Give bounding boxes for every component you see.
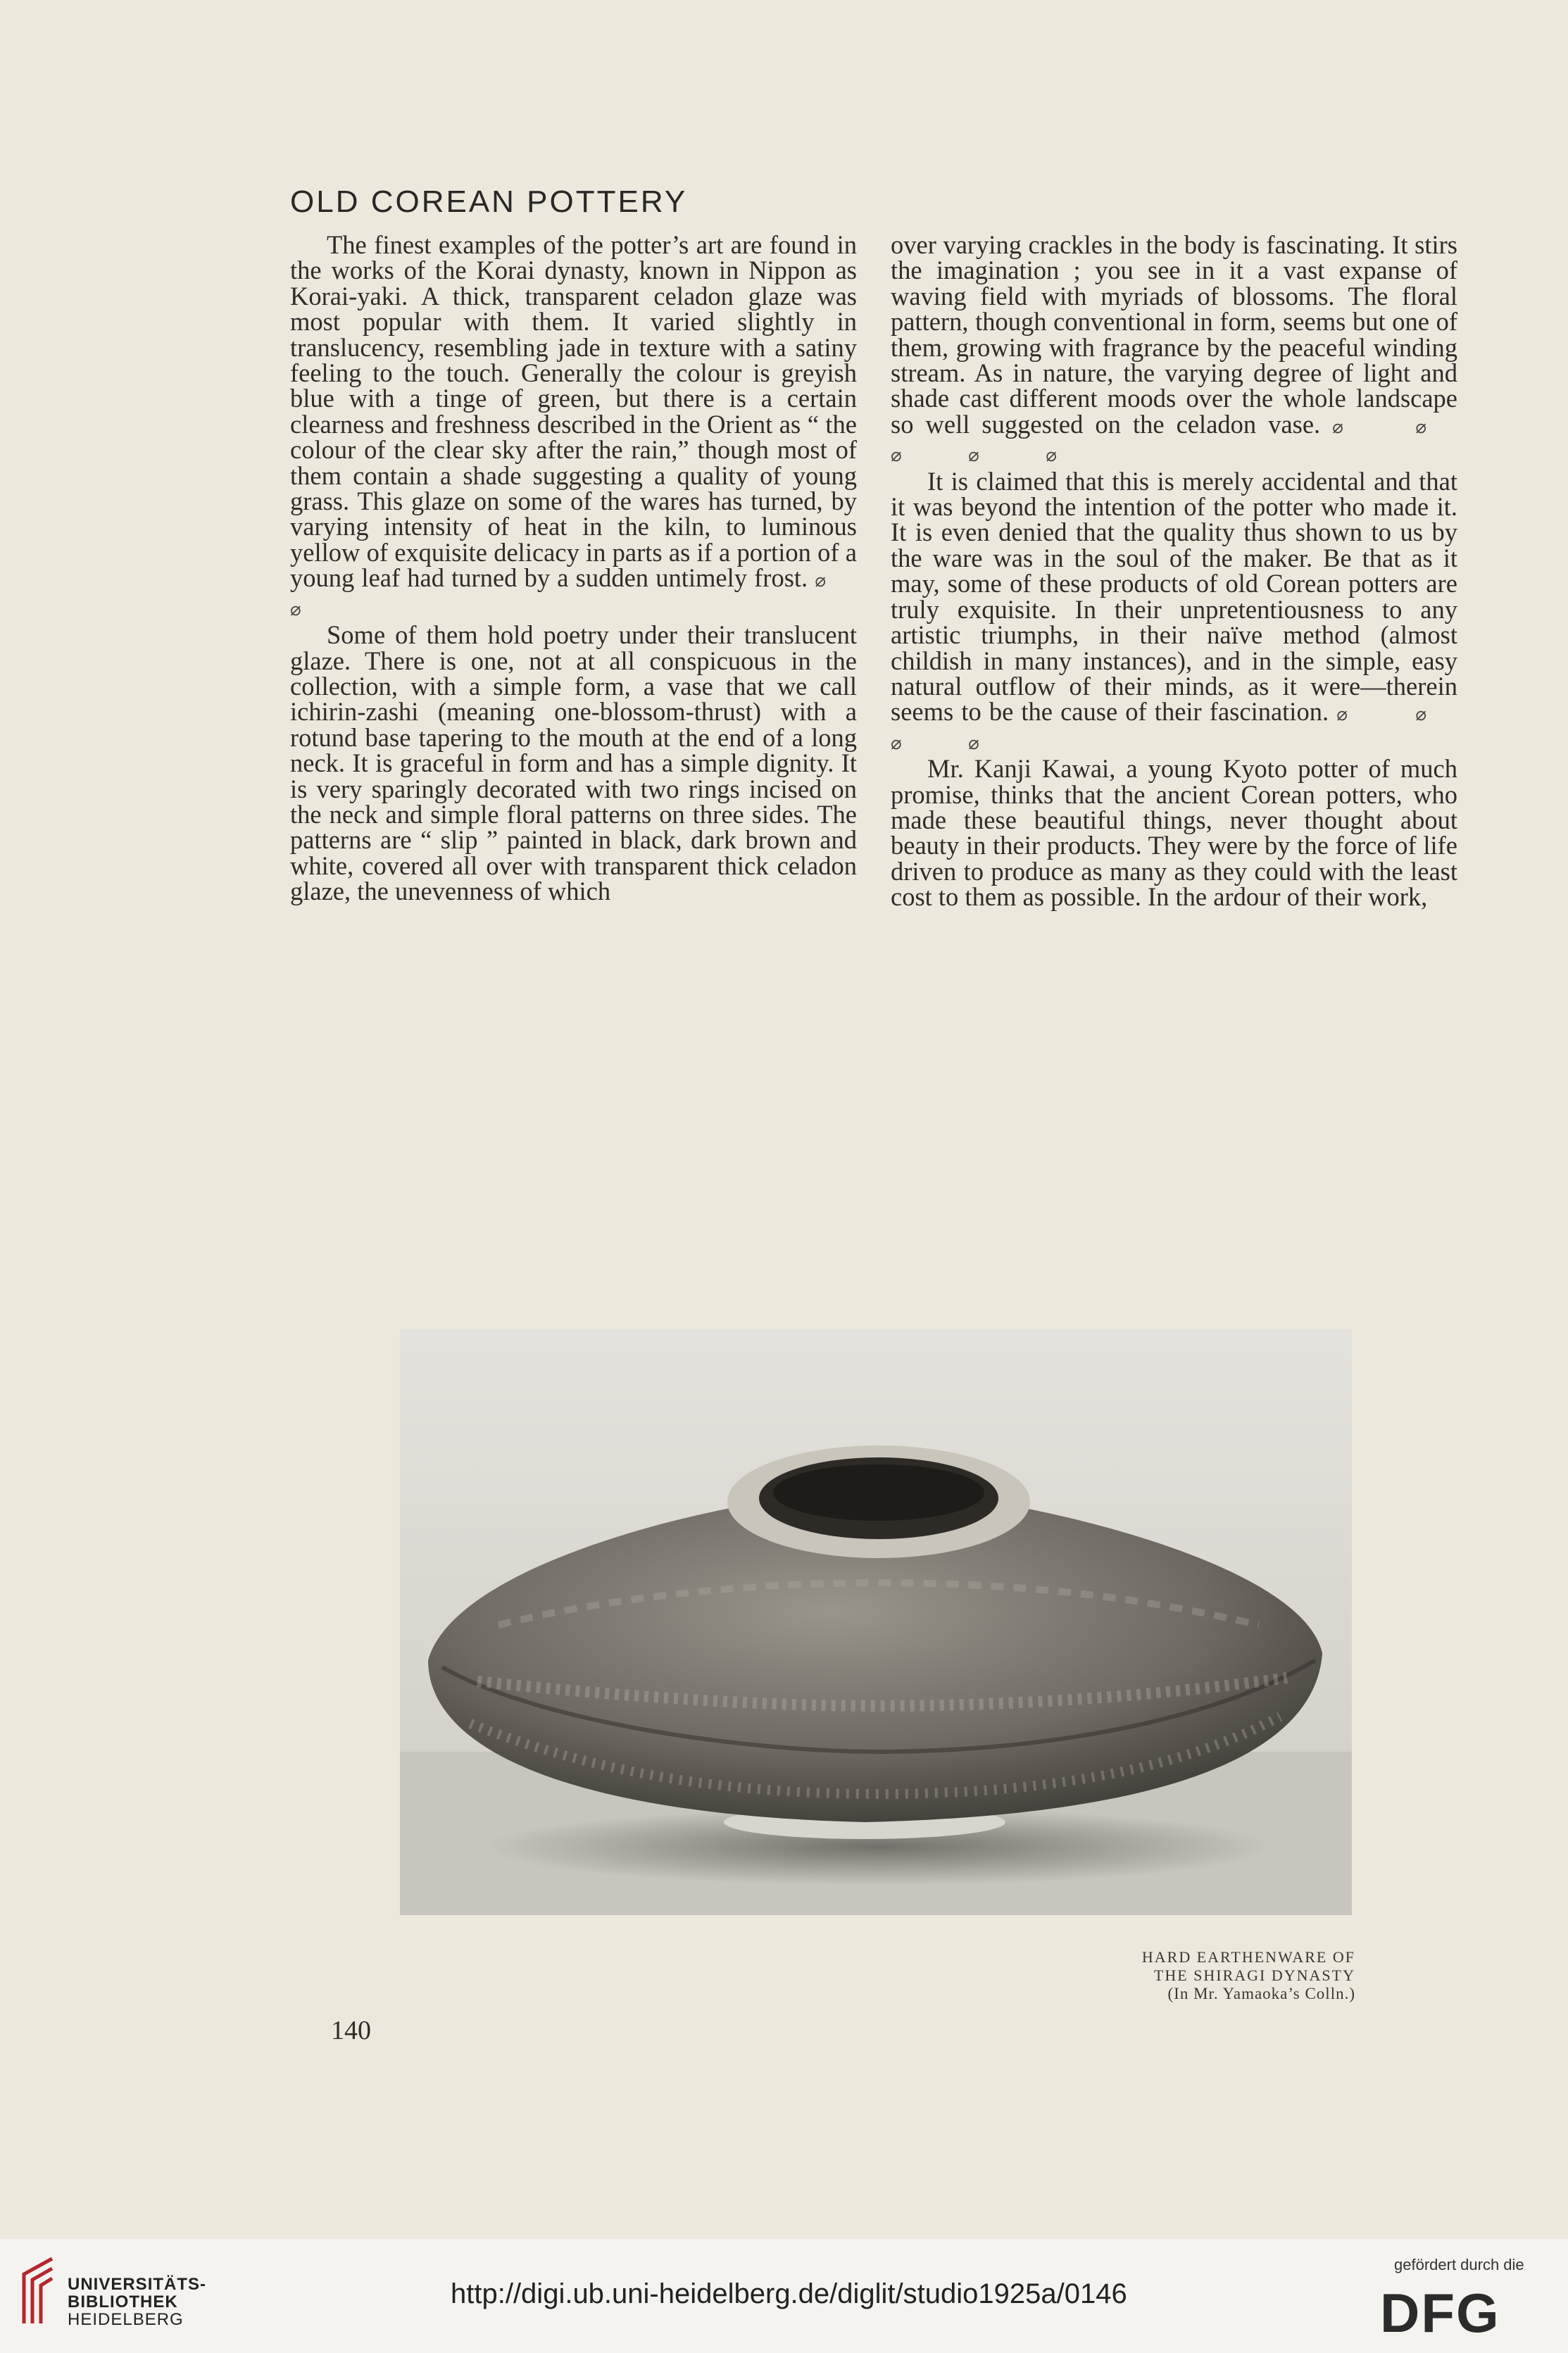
digitization-footer (0, 2239, 1568, 2353)
left-paragraph-1: The finest examples of the potter’s art are found in the works of the Korai dynasty, known in Nippon as Korai-yaki. A thick, transparent celadon glaze was most popular with them. It varied slightly in translucency, resembling jade in texture with a satiny feeling to the touch. Generally the colour is greyish blue with a tinge of green, but there is a certain clearness and freshness described in the Orient as “ the colour of the clear sky after the rain,” though most of them contain a shade suggesting a quality of young grass. This glaze on some of the wares has turned, by varying intensity of heat in the kiln, to luminous yellow of exquisite delicacy in parts as if a portion of a young leaf had turned by a sudden untimely frost. ⌀ ⌀ (290, 230, 857, 620)
caption-line: HARD EARTHENWARE OF (1141, 1948, 1355, 1966)
funding-note: gefördert durch die (1394, 2256, 1524, 2273)
permalink-url[interactable]: http://digi.ub.uni-heidelberg.de/diglit/studio1925a/0146 (451, 2278, 1127, 2309)
ornament: ⌀ ⌀ ⌀ ⌀ ⌀ (891, 416, 1457, 466)
right-paragraph-1: over varying crackles in the body is fascinating. It stirs the imagination ; you see in it a vast expanse of waving field with myriads of blossoms. The floral pattern, though conventional in form, seems but one of them, growing with fragrance by the peaceful winding stream. As in nature, the varying degree of light and shade cast different moods over the whole landscape so well suggested on the celadon vase. ⌀ ⌀ ⌀ ⌀ ⌀ (891, 230, 1457, 466)
right-text-column (891, 232, 1457, 910)
plate-caption (954, 1948, 1355, 2003)
ornament: ⌀ ⌀ ⌀ ⌀ (891, 704, 1458, 753)
university-library-logo-icon (10, 2253, 59, 2330)
pottery-photograph (400, 1329, 1352, 1915)
ornament: ⌀ ⌀ (290, 570, 857, 620)
running-head: OLD COREAN POTTERY (290, 184, 688, 219)
dfg-logo: DFG (1380, 2282, 1500, 2344)
caption-line: THE SHIRAGI DYNASTY (1153, 1966, 1355, 1984)
left-paragraph-2: Some of them hold poetry under their translucent glaze. There is one, not at all conspicuous in the collection, with a simple form, a vase that we call ichirin-zashi (meaning one-blossom-thrust) with a rotund base tapering to the mouth at the end of a long neck. It is graceful in form and has a simple dignity. It is very sparingly decorated with two rings incised on the neck and simple floral patterns on three sides. The patterns are “ slip ” painted in black, dark brown and white, covered all over with transparent thick celadon glaze, the unevenness of which (290, 620, 857, 906)
university-library-name: UNIVERSITÄTS- BIBLIOTHEK HEIDELBERG (68, 2275, 207, 2329)
right-paragraph-2: It is claimed that this is merely accidental and that it was beyond the intention of the potter who made it. It is even denied that the quality thus shown to us by the ware was in the soul of the maker. Be that as it may, some of these products of old Corean potters are truly exquisite. In their unpretentiousness to any artistic triumphs, in their naïve method (almost childish in many instances), and in the simple, easy natural outflow of their minds, as it were—therein seems to be the cause of their fascination. ⌀ ⌀ ⌀ ⌀ (891, 466, 1458, 753)
page-number: 140 (331, 2016, 371, 2045)
left-text-column (290, 232, 857, 905)
caption-line: (In Mr. Yamaoka’s Colln.) (1167, 1985, 1355, 2002)
earthenware-jar-image (400, 1329, 1352, 1915)
right-paragraph-3: Mr. Kanji Kawai, a young Kyoto potter of much promise, thinks that the ancient Corean potters, who made these beautiful things, never thought about beauty in their products. They were by the force of life driven to produce as many as they could with the least cost to them as possible. In the ardour of their work, (891, 754, 1457, 912)
